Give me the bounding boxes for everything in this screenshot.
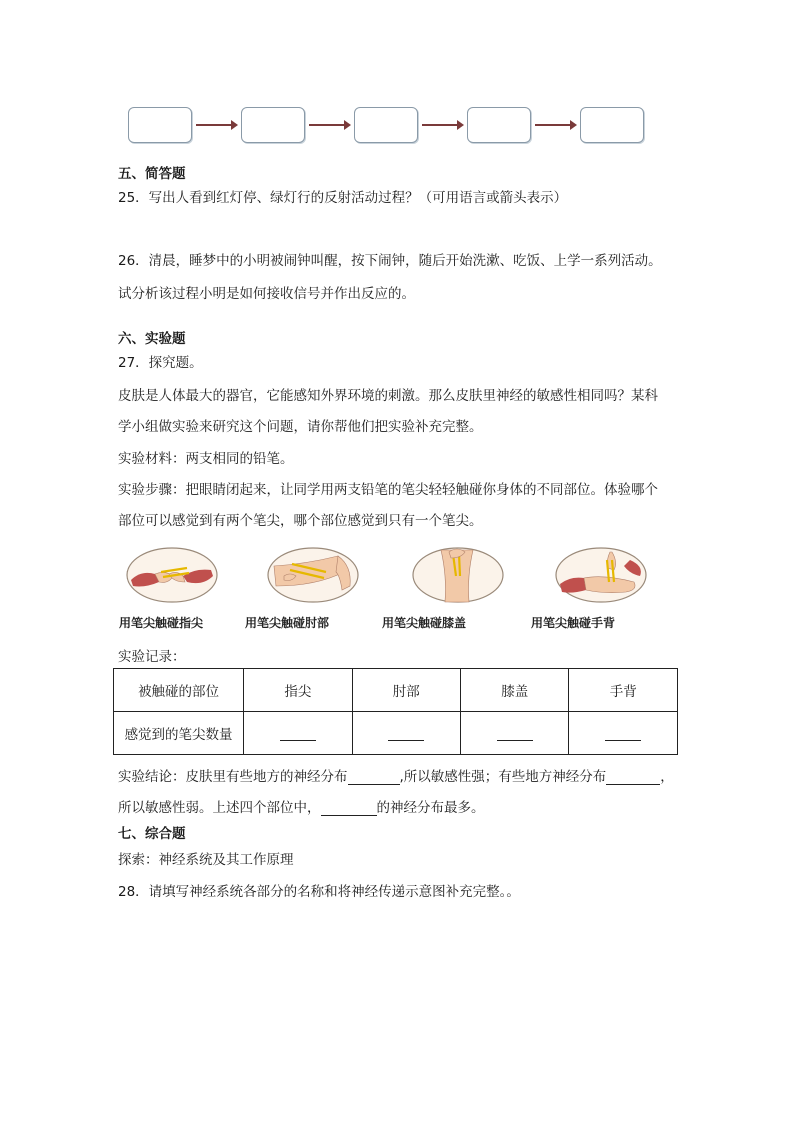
- question-25: 25．写出人看到红灯停、绿灯行的反射活动过程？（可用语言或箭头表示）: [118, 190, 568, 206]
- explore-text: 探索：神经系统及其工作原理: [118, 852, 294, 868]
- conclusion-text: 的神经分布最多。: [376, 800, 485, 816]
- record-table: [113, 668, 678, 755]
- answer-cell-elbow[interactable]: [352, 712, 460, 755]
- flow-box-4[interactable]: [467, 107, 531, 143]
- reflex-flow-diagram: [128, 107, 648, 147]
- section6-heading: 六、实验题: [118, 331, 186, 347]
- flow-arrow-2: [309, 124, 349, 126]
- answer-blank[interactable]: [280, 726, 316, 741]
- answer-cell-fingertip[interactable]: [244, 712, 352, 755]
- table-header-cell: 被触碰的部位: [114, 669, 244, 712]
- steps-line1: 实验步骤：把眼睛闭起来，让同学用两支铅笔的笔尖轻轻触碰你身体的不同部位。体验哪个: [118, 482, 658, 498]
- answer-blank[interactable]: [321, 801, 377, 816]
- conclusion-text: ,所以敏感性强；有些地方神经分布: [399, 769, 607, 785]
- conclusion-line2: [118, 796, 485, 816]
- question-26-line1: 26．清晨，睡梦中的小明被闹钟叫醒，按下闹钟，随后开始洗漱、吃饭、上学一系列活动。: [118, 253, 662, 269]
- question-26-line2: 试分析该过程小明是如何接收信号并作出反应的。: [118, 286, 415, 302]
- flow-arrow-3: [422, 124, 462, 126]
- flow-arrow-1: [196, 124, 236, 126]
- conclusion-line1: [118, 765, 674, 785]
- answer-blank[interactable]: [497, 726, 533, 741]
- caption-fingertip: 用笔尖触碰指尖: [119, 616, 204, 630]
- caption-hand-back: 用笔尖触碰手背: [531, 616, 616, 630]
- table-row-label: 感觉到的笔尖数量: [114, 712, 244, 755]
- table-row: [114, 669, 678, 712]
- flow-box-1[interactable]: [128, 107, 192, 143]
- knee-touch-image: [411, 546, 505, 604]
- intro-line1: 皮肤是人体最大的器官，它能感知外界环境的刺激。那么皮肤里神经的敏感性相同吗？某科: [118, 388, 658, 404]
- answer-blank[interactable]: [605, 726, 641, 741]
- answer-blank[interactable]: [606, 770, 660, 785]
- flow-box-2[interactable]: [241, 107, 305, 143]
- table-header-cell: 指尖: [244, 669, 352, 712]
- conclusion-text: 所以敏感性弱。上述四个部位中，: [118, 800, 321, 816]
- flow-box-3[interactable]: [354, 107, 418, 143]
- steps-line2: 部位可以感觉到有两个笔尖，哪个部位感觉到只有一个笔尖。: [118, 513, 483, 529]
- caption-knee: 用笔尖触碰膝盖: [382, 616, 467, 630]
- table-row: [114, 712, 678, 755]
- fingertip-touch-image: [125, 546, 219, 604]
- hand-back-touch-image: [554, 546, 648, 604]
- record-label: 实验记录：: [118, 649, 186, 665]
- answer-blank[interactable]: [348, 770, 400, 785]
- question-27-title: 27．探究题。: [118, 355, 203, 371]
- intro-line2: 学小组做实验来研究这个问题，请你帮他们把实验补充完整。: [118, 419, 483, 435]
- answer-blank[interactable]: [388, 726, 424, 741]
- table-header-cell: 肘部: [352, 669, 460, 712]
- flow-box-5[interactable]: [580, 107, 644, 143]
- section5-heading: 五、简答题: [118, 166, 186, 182]
- conclusion-text: ，: [660, 769, 674, 785]
- flow-arrow-4: [535, 124, 575, 126]
- section7-heading: 七、综合题: [118, 826, 186, 842]
- answer-cell-hand-back[interactable]: [569, 712, 678, 755]
- caption-elbow: 用笔尖触碰肘部: [245, 616, 330, 630]
- materials-text: 实验材料：两支相同的铅笔。: [118, 451, 294, 467]
- question-28: 28．请填写神经系统各部分的名称和将神经传递示意图补充完整。。: [118, 884, 520, 900]
- answer-cell-knee[interactable]: [461, 712, 569, 755]
- elbow-touch-image: [266, 546, 360, 604]
- table-header-cell: 膝盖: [461, 669, 569, 712]
- conclusion-text: 实验结论：皮肤里有些地方的神经分布: [118, 769, 348, 785]
- table-header-cell: 手背: [569, 669, 678, 712]
